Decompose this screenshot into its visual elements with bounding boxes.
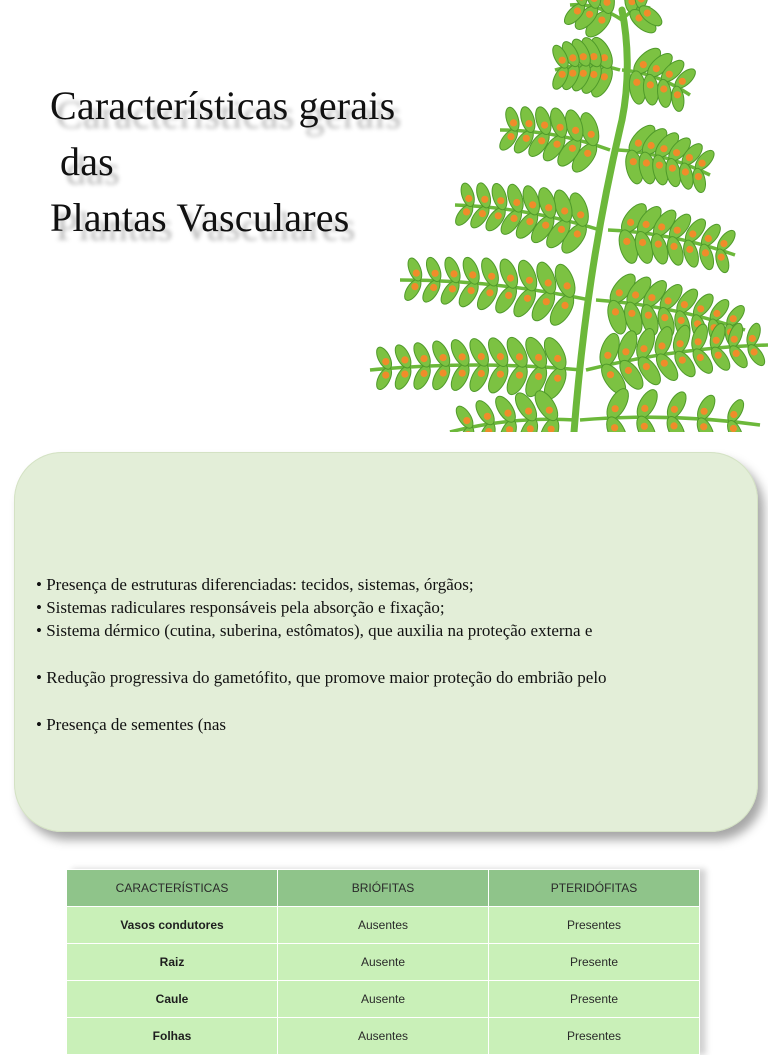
column-header: CARACTERÍSTICAS: [67, 870, 278, 907]
fern-sorus: [561, 302, 568, 309]
fern-sorus: [564, 282, 571, 289]
fern-sorus: [632, 291, 639, 298]
fern-sorus: [661, 314, 668, 321]
fern-frond: [370, 0, 768, 432]
row-label: Vasos condutores: [67, 907, 278, 944]
fern-sorus: [574, 7, 581, 14]
fern-sorus: [459, 353, 466, 360]
fern-sorus: [665, 297, 672, 304]
fern-sorus: [468, 287, 475, 294]
title-line-2: das: [60, 139, 114, 184]
fern-sorus: [623, 238, 630, 245]
fern-sorus: [647, 81, 654, 88]
table-cell: Presentes: [489, 907, 700, 944]
fern-sorus: [713, 310, 720, 317]
fern-sorus: [572, 127, 579, 134]
fern-sorus: [525, 120, 532, 127]
bullet-item: • Sistemas radiculares responsáveis pela absorção e fixação;: [36, 598, 445, 617]
fern-sorus: [541, 122, 548, 129]
fern-sorus: [700, 423, 707, 430]
bullet-item: • Sistema dérmico (cutina, suberina, estômatos), que auxilia na proteção externa e: [36, 621, 593, 640]
fern-sorus: [546, 407, 553, 414]
fern-sorus: [730, 315, 737, 322]
fern-sorus: [479, 210, 486, 217]
fern-sorus: [484, 413, 491, 420]
fern-sorus: [507, 275, 514, 282]
fern-sorus: [670, 243, 677, 250]
fern-sorus: [697, 354, 704, 361]
fern-sorus: [648, 294, 655, 301]
fern-sorus: [535, 354, 542, 361]
fern-sorus: [420, 370, 427, 377]
fern-sorus: [516, 372, 523, 379]
fern-sorus: [678, 317, 685, 324]
fern-sorus: [660, 85, 667, 92]
fern-sorus: [749, 335, 756, 342]
fern-sorus: [674, 227, 681, 234]
fern-sorus: [516, 353, 523, 360]
fern-sorus: [660, 145, 667, 152]
fern-sorus: [682, 168, 689, 175]
fern-sorus: [510, 215, 517, 222]
table-row: [67, 944, 700, 981]
fern-sorus: [658, 223, 665, 230]
fern-sorus: [643, 221, 650, 228]
fern-sorus: [488, 273, 495, 280]
fern-sorus: [697, 305, 704, 312]
fern-sorus: [731, 336, 738, 343]
fern-sorus: [543, 298, 550, 305]
fern-sorus: [666, 71, 673, 78]
fern-sorus: [577, 211, 584, 218]
fern-leaflet: [725, 397, 747, 425]
fern-sorus: [559, 71, 566, 78]
table-row: [67, 1018, 700, 1055]
fern-sorus: [432, 270, 439, 277]
fern-sorus: [463, 417, 470, 424]
fern-sorus: [679, 78, 686, 85]
comparison-table: [66, 869, 700, 1055]
fern-sorus: [553, 141, 560, 148]
fern-sorus: [554, 375, 561, 382]
fern-sorus: [669, 165, 676, 172]
fern-sorus: [440, 370, 447, 377]
fern-sorus: [535, 373, 542, 380]
fern-sorus: [590, 71, 597, 78]
fern-sorus: [569, 145, 576, 152]
fern-sorus: [751, 348, 758, 355]
fern-sorus: [686, 246, 693, 253]
fern-sorus: [497, 371, 504, 378]
fern-sorus: [497, 197, 504, 204]
fern-sorus: [641, 423, 648, 430]
fern-sorus: [569, 70, 576, 77]
fern-sorus: [653, 65, 660, 72]
fern-sorus: [674, 91, 681, 98]
fern-sorus: [586, 11, 593, 18]
fern-sorus: [713, 337, 720, 344]
fern-sorus: [469, 271, 476, 278]
fern-sorus: [513, 199, 520, 206]
fern-sorus: [382, 372, 389, 379]
table-row: [67, 907, 700, 944]
fern-sorus: [679, 357, 686, 364]
bullet-item: • Redução progressiva do gametófito, que promove maior proteção do embrião pelo: [36, 668, 607, 687]
fern-sorus: [625, 367, 632, 374]
fern-sorus: [695, 173, 702, 180]
fern-sorus: [607, 371, 614, 378]
column-header: BRIÓFITAS: [278, 870, 489, 907]
fern-sorus: [616, 289, 623, 296]
fern-sorus: [525, 408, 532, 415]
fern-sorus: [574, 230, 581, 237]
fern-sorus: [601, 73, 608, 80]
fern-sorus: [733, 350, 740, 357]
bullet-item: • Presença de estruturas diferenciadas: tecidos, sistemas, órgãos;: [36, 575, 474, 594]
fern-sorus: [641, 405, 648, 412]
fern-sorus: [670, 422, 677, 429]
fern-sorus: [612, 405, 619, 412]
column-header: PTERIDÓFITAS: [489, 870, 700, 907]
fern-sorus: [699, 160, 706, 167]
bullet-list: [36, 573, 756, 736]
fern-sorus: [643, 363, 650, 370]
fern-sorus: [497, 353, 504, 360]
fern-sorus: [695, 338, 702, 345]
fern-sorus: [505, 292, 512, 299]
fern-sorus: [715, 352, 722, 359]
fern-sorus: [640, 61, 647, 68]
fern-sorus: [411, 283, 418, 290]
fern-sorus: [705, 235, 712, 242]
fern-sorus: [655, 241, 662, 248]
fern-sorus: [542, 222, 549, 229]
fern-sorus: [701, 408, 708, 415]
table-cell: Presente: [489, 981, 700, 1018]
fern-sorus: [507, 133, 514, 140]
bullet-item: • Presença de sementes (nas: [36, 715, 227, 734]
fern-sorus: [529, 201, 536, 208]
fern-sorus: [635, 140, 642, 147]
fern-sorus: [689, 230, 696, 237]
fern-sorus: [510, 119, 517, 126]
fern-sorus: [430, 284, 437, 291]
fern-sorus: [627, 219, 634, 226]
fern-sorus: [686, 154, 693, 161]
fern-sorus: [718, 254, 725, 261]
fern-sorus: [628, 310, 635, 317]
fern-sorus: [561, 207, 568, 214]
fern-sorus: [420, 355, 427, 362]
fern-sorus: [639, 239, 646, 246]
fern-sorus: [401, 371, 408, 378]
fern-sorus: [580, 70, 587, 77]
fern-sorus: [622, 348, 629, 355]
fern-sorus: [569, 54, 576, 61]
fern-sorus: [656, 162, 663, 169]
table-header-row: [67, 870, 700, 907]
table-cell: Ausentes: [278, 907, 489, 944]
fern-sorus: [559, 57, 566, 64]
fern-sorus: [526, 277, 533, 284]
title-line-3: Plantas Vasculares: [50, 195, 350, 240]
fern-sorus: [590, 53, 597, 60]
fern-sorus: [671, 406, 678, 413]
fern-sorus: [558, 226, 565, 233]
table-cell: Presentes: [489, 1018, 700, 1055]
table-cell: Presente: [489, 944, 700, 981]
fern-sorus: [584, 150, 591, 157]
fern-sorus: [481, 196, 488, 203]
fern-sorus: [545, 204, 552, 211]
fern-sorus: [580, 53, 587, 60]
fern-sorus: [465, 195, 472, 202]
title-line-1: Características gerais: [50, 83, 396, 128]
fern-sorus: [538, 137, 545, 144]
fern-sorus: [648, 142, 655, 149]
fern-sorus: [673, 149, 680, 156]
fern-sorus: [449, 285, 456, 292]
fern-sorus: [557, 124, 564, 131]
fern-sorus: [677, 340, 684, 347]
table-cell: Ausente: [278, 944, 489, 981]
fern-sorus: [478, 353, 485, 360]
fern-sorus: [401, 356, 408, 363]
fern-sorus: [440, 354, 447, 361]
fern-sorus: [645, 312, 652, 319]
fern-sorus: [554, 355, 561, 362]
fern-sorus: [413, 270, 420, 277]
fern-sorus: [524, 295, 531, 302]
fern-sorus: [598, 17, 605, 24]
fern-sorus: [486, 289, 493, 296]
table-row: [67, 981, 700, 1018]
fern-sorus: [463, 208, 470, 215]
fern-sorus: [612, 308, 619, 315]
fern-sorus: [523, 135, 530, 142]
fern-sorus: [526, 218, 533, 225]
fern-sorus: [661, 360, 668, 367]
fern-sorus: [382, 358, 389, 365]
table-cell: Ausentes: [278, 1018, 489, 1055]
fern-sorus: [720, 240, 727, 247]
fern-sorus: [478, 370, 485, 377]
row-label: Raiz: [67, 944, 278, 981]
row-label: Folhas: [67, 1018, 278, 1055]
fern-sorus: [702, 249, 709, 256]
fern-sorus: [588, 131, 595, 138]
fern-sorus: [504, 410, 511, 417]
fern-sorus: [611, 424, 618, 431]
fern-leaflet: [374, 345, 395, 372]
fern-sorus: [459, 370, 466, 377]
fern-sorus: [630, 158, 637, 165]
slide-title: [50, 78, 395, 246]
fern-sorus: [730, 425, 737, 432]
fern-sorus: [640, 345, 647, 352]
row-label: Caule: [67, 981, 278, 1018]
fern-sorus: [681, 301, 688, 308]
fern-sorus: [633, 79, 640, 86]
fern-sorus: [658, 342, 665, 349]
fern-sorus: [545, 279, 552, 286]
fern-sorus: [604, 352, 611, 359]
fern-sorus: [730, 411, 737, 418]
fern-sorus: [644, 10, 651, 17]
fern-icon: [360, 0, 768, 432]
fern-sorus: [450, 270, 457, 277]
fern-sorus: [495, 212, 502, 219]
fern-sorus: [643, 159, 650, 166]
table-cell: Ausente: [278, 981, 489, 1018]
